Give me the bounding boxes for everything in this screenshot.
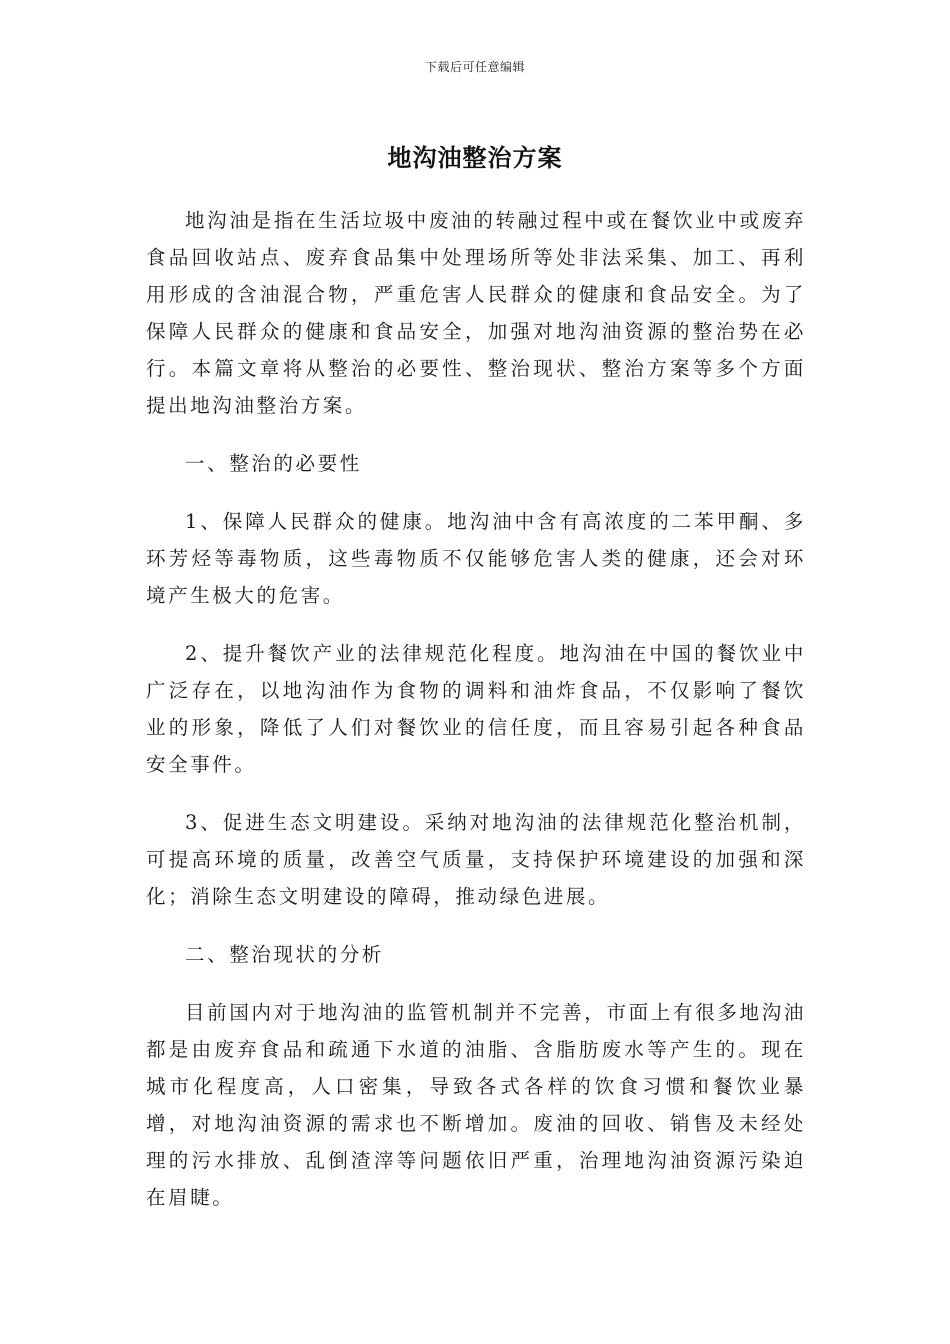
section-heading-necessity: 一、整治的必要性 <box>185 452 362 475</box>
section-heading-status: 二、整治现状的分析 <box>185 943 384 966</box>
intro-paragraph: 地沟油是指在生活垃圾中废油的转融过程中或在餐饮业中或废弃食品回收站点、废弃食品集中处理场所等处非法采集、加工、再利用形成的含油混合物，严重危害人民群众的健康和食品安全。为了保障人民群众的健康和食品安全，加强对地沟油资源的整治势在必行。本篇文章将从整治的必要性、整治现状、整治方案等多个方面提出地沟油整治方案。 <box>146 209 806 417</box>
document-body <box>146 202 806 1237</box>
header-note: 下载后可任意编辑 <box>424 60 525 74</box>
necessity-item-3: 3、促进生态文明建设。采纳对地沟油的法律规范化整治机制，可提高环境的质量，改善空气质量，支持保护环境建设的加强和深化；消除生态文明建设的障碍，推动绿色进展。 <box>146 811 806 908</box>
document-title: 地沟油整治方案 <box>387 144 563 172</box>
necessity-item-2: 2、提升餐饮产业的法律规范化程度。地沟油在中国的餐饮业中广泛存在，以地沟油作为食物的调料和油炸食品，不仅影响了餐饮业的形象，降低了人们对餐饮业的信任度，而且容易引起各种食品安全事件。 <box>146 642 806 776</box>
necessity-item-1: 1、保障人民群众的健康。地沟油中含有高浓度的二苯甲酮、多环芳烃等毒物质，这些毒物质不仅能够危害人类的健康，还会对环境产生极大的危害。 <box>146 510 806 607</box>
status-paragraph: 目前国内对于地沟油的监管机制并不完善，市面上有很多地沟油都是由废弃食品和疏通下水道的油脂、含脂肪废水等产生的。现在城市化程度高，人口密集，导致各式各样的饮食习惯和餐饮业暴增，对地沟油资源的需求也不断增加。废油的回收、销售及未经处理的污水排放、乱倒渣滓等问题依旧严重，治理地沟油资源污染迫在眉睫。 <box>146 1001 806 1209</box>
